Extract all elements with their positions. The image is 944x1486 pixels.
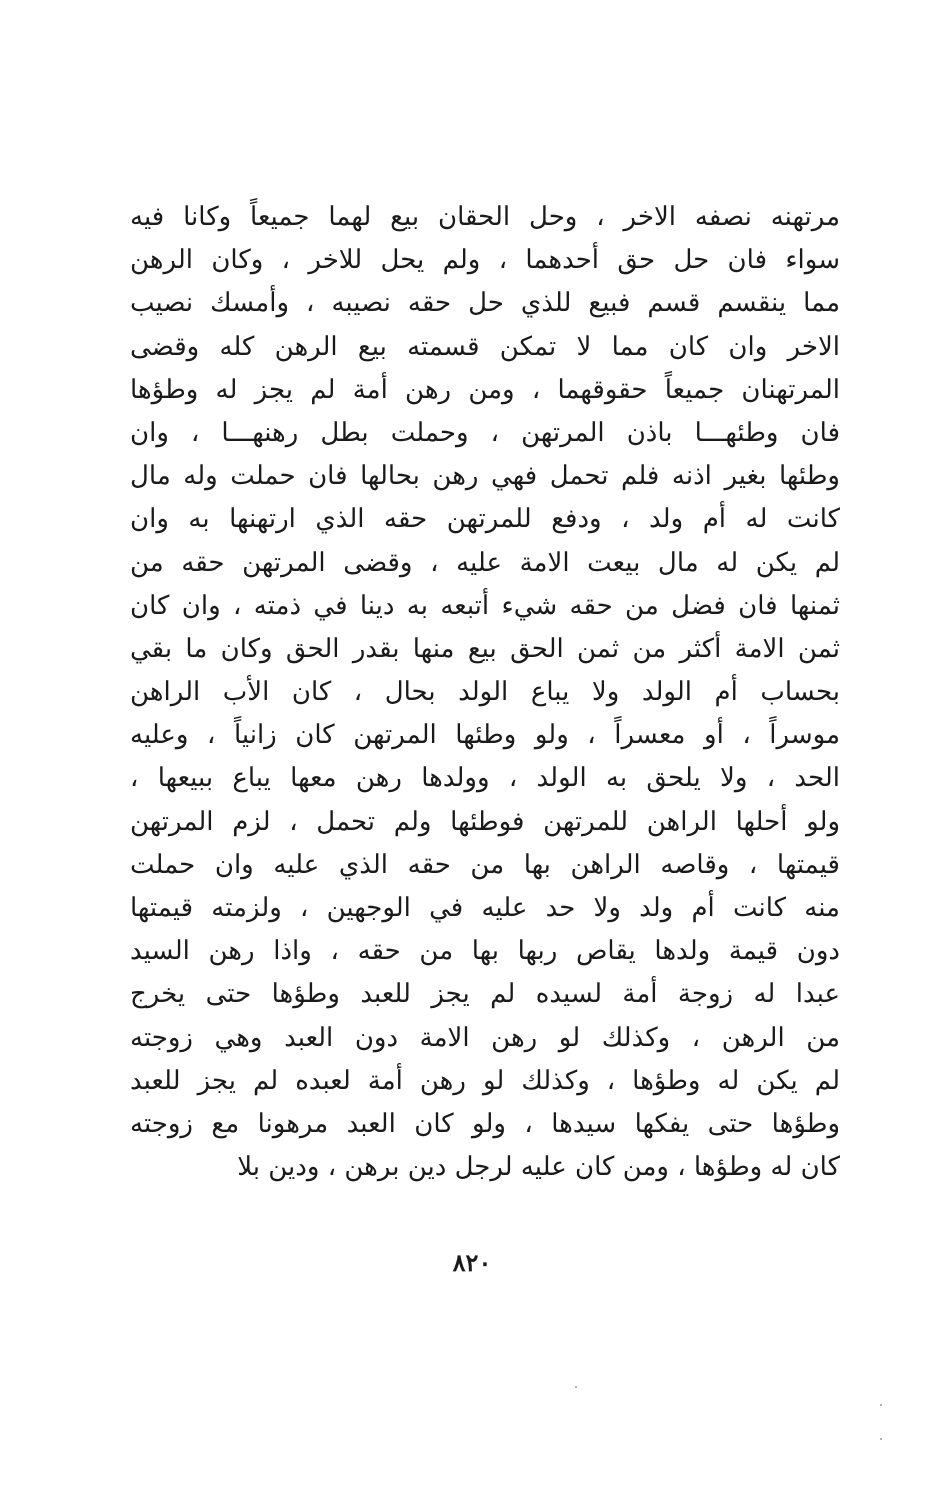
page-number: ٨٢٠: [452, 1248, 492, 1277]
text-line: سواء فان حل حق أحدهما ، ولم يحل للاخر ، وكان الرهن: [130, 245, 840, 276]
text-line: مرتهنه نصفه الاخر ، وحل الحقان بيع لهما جميعاً وكانا فيه: [130, 202, 840, 232]
text-line: من الرهن ، وكذلك لو رهن الامة دون العبد وهي زوجته: [130, 1022, 840, 1053]
text-line: مما ينقسم قسم فبيع للذي حل حقه نصيبه ، وأمسك نصيب: [130, 288, 840, 319]
text-line: كانت له أم ولد ، ودفع للمرتهن حقه الذي ارتهنها به وان: [130, 504, 840, 535]
text-line: الاخر وان كان مما لا تمكن قسمته بيع الرهن كله وقضى: [130, 331, 840, 362]
text-line: كان له وطؤها ، ومن كان عليه لرجل دين برهن ، ودين بلا: [237, 1152, 840, 1183]
text-line: لم يكن له مال بيعت الامة عليه ، وقضى المرتهن حقه من: [130, 547, 840, 578]
text-line: فان وطئهـــا باذن المرتهن ، وحملت بطل رهنهـــا ، وان: [130, 417, 840, 448]
text-line: وطؤها حتى يفكها سيدها ، ولو كان العبد مرهونا مع زوجته: [130, 1108, 840, 1139]
body-text: [130, 196, 840, 1189]
paper-speck: [880, 1404, 882, 1406]
text-line: ثمن الامة أكثر من ثمن الحق بيع منها بقدر الحق وكان ما بقي: [130, 633, 840, 664]
text-line: قيمتها ، وقاصه الراهن بها من حقه الذي عليه وان حملت: [130, 849, 840, 880]
text-line: ولو أحلها الراهن للمرتهن فوطئها ولم تحمل ، لزم المرتهن: [130, 806, 840, 837]
paper-speck: [575, 1386, 577, 1388]
text-line: دون قيمة ولدها يقاص ربها بها من حقه ، واذا رهن السيد: [130, 936, 840, 967]
text-line: المرتهنان جميعاً حقوقهما ، ومن رهن أمة لم يجز له وطؤها: [130, 374, 840, 405]
text-line: الحد ، ولا يلحق به الولد ، وولدها رهن معها يباع ببيعها ،: [130, 763, 840, 794]
text-line: موسراً ، أو معسراً ، ولو وطئها المرتهن كان زانياً ، وعليه: [130, 720, 840, 751]
text-line: بحساب أم الولد ولا يباع الولد بحال ، كان الأب الراهن: [130, 677, 840, 708]
text-line: ثمنها فان فضل من حقه شيء أتبعه به دينا في ذمته ، وان كان: [130, 590, 840, 621]
text-line: منه كانت أم ولد ولا حد عليه في الوجهين ، ولزمته قيمتها: [130, 893, 840, 923]
text-line: لم يكن له وطؤها ، وكذلك لو رهن أمة لعبده لم يجز للعبد: [130, 1065, 840, 1096]
text-line: وطئها بغير اذنه فلم تحمل فهي رهن بحالها فان حملت وله مال: [130, 461, 840, 492]
text-line: عبدا له زوجة أمة لسيده لم يجز للعبد وطؤها حتى يخرج: [130, 979, 840, 1010]
paper-speck: [880, 1438, 882, 1440]
